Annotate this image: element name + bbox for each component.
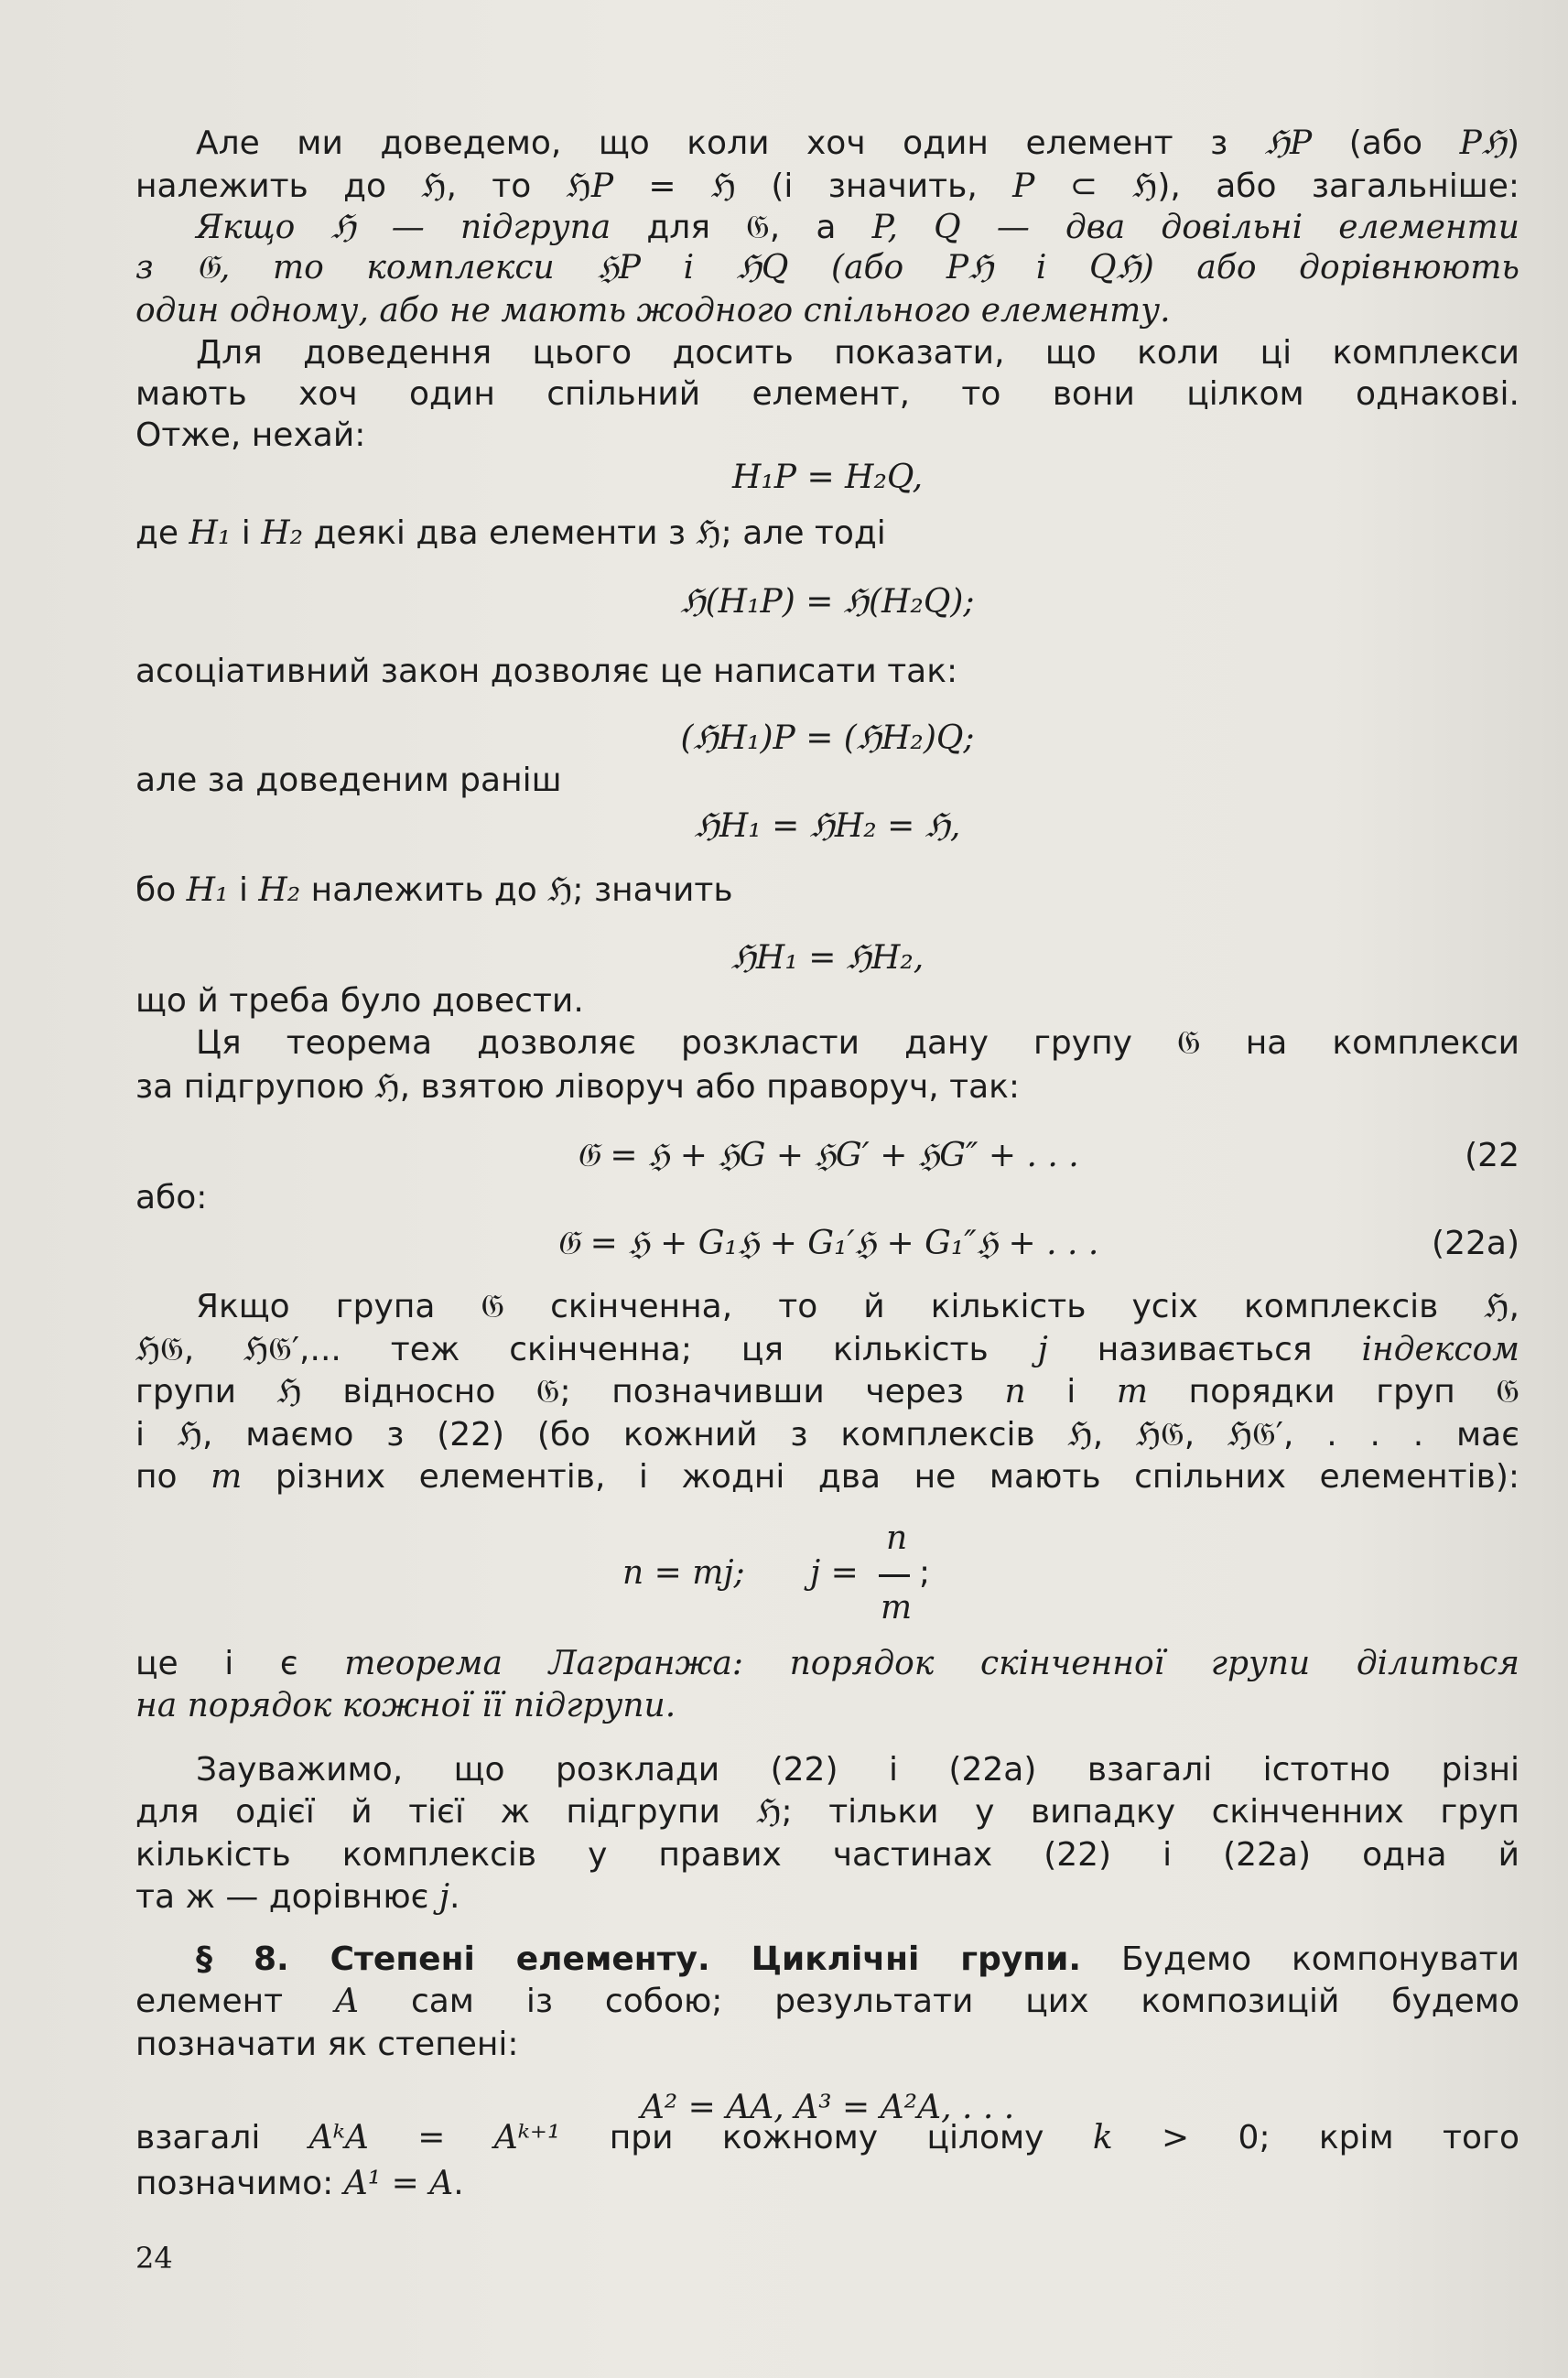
text-line	[135, 1413, 1519, 1457]
text-line	[135, 2116, 1519, 2160]
text-segment: = ℌ (і значить,	[613, 168, 1013, 205]
text-segment: та ж — дорівнює	[135, 1878, 439, 1916]
lagrange-formula	[0, 1519, 1384, 1629]
text-line	[135, 1938, 1519, 1982]
text-segment: (ℌH₁)P = (ℌH₂)Q;	[680, 719, 975, 757]
text-line	[135, 373, 1519, 416]
formula-line	[135, 805, 1519, 849]
text-segment: Ця теорема дозволяє розкласти дану групу 𝔊 на комплекси	[196, 1024, 1519, 1062]
equation-line	[135, 1134, 1519, 1178]
text-segment: мають хоч один спільний елемент, то вони цілком однакові.	[135, 375, 1519, 413]
fraction-bar	[879, 1574, 910, 1577]
text-segment: ℌH₁ = ℌH₂,	[730, 939, 925, 977]
text-line	[135, 1875, 1519, 1919]
text-line	[135, 1328, 1519, 1372]
text-segment: різних елементів, і жодні два не мають спільних елементів):	[242, 1458, 1519, 1496]
formula-j-equals: j =	[810, 1554, 859, 1592]
text-segment: бо	[135, 871, 187, 909]
text-segment: ℌ(H₁P) = ℌ(H₂Q);	[680, 583, 975, 621]
text-segment: A	[335, 1983, 360, 2020]
text-segment: при кожному цілому	[560, 2119, 1093, 2156]
text-segment: за підгрупою ℌ, взятою ліворуч або праворуч, так:	[135, 1068, 1021, 1106]
text-segment: один одному, або не мають жодного спільного елементу.	[135, 292, 1171, 330]
text-segment: j	[1037, 1331, 1048, 1368]
text-line	[135, 759, 1519, 803]
text-segment: належить до ℌ, то ℌ	[135, 168, 591, 205]
text-line	[135, 1176, 1519, 1220]
text-line	[135, 1370, 1519, 1414]
text-segment: .	[449, 1878, 460, 1916]
text-segment: P	[590, 168, 614, 205]
text-segment: індексом	[1361, 1331, 1519, 1368]
text-line	[135, 414, 1519, 458]
text-line	[135, 331, 1519, 375]
text-line	[135, 1790, 1519, 1834]
text-segment: > 0; крім того	[1112, 2119, 1519, 2156]
text-segment: деякі два елементи з ℌ; але тоді	[303, 514, 886, 552]
text-segment: k	[1092, 2119, 1113, 2156]
text-line	[135, 246, 1519, 290]
text-segment: належить до ℌ; значить	[300, 871, 733, 909]
text-segment: для 𝔊, а	[611, 209, 872, 246]
text-segment: H₁	[186, 871, 229, 909]
text-line	[135, 1684, 1519, 1728]
text-segment: що й треба було довести.	[135, 982, 584, 1020]
text-line	[135, 122, 1519, 166]
text-segment: Якщо група 𝔊 скінченна, то й кількість усіх комплексів ℌ,	[196, 1288, 1519, 1325]
text-segment: P, Q — два довільні елементи	[871, 209, 1519, 246]
formula-line	[135, 456, 1519, 500]
text-segment: .	[453, 2165, 464, 2202]
formula-line	[135, 936, 1519, 980]
text-segment: групи ℌ відносно 𝔊; позначивши через	[135, 1373, 1005, 1411]
text-segment: для одієї й тієї ж підгрупи ℌ; тільки у випадку скінченних груп	[135, 1793, 1519, 1831]
text-segment: Але ми доведемо, що коли хоч один елемент з	[196, 124, 1265, 162]
equation-line	[135, 1222, 1519, 1266]
text-segment: (або	[1312, 124, 1460, 162]
text-segment: H₂	[258, 871, 301, 909]
text-line	[135, 512, 1519, 556]
text-segment: Отже, нехай:	[135, 416, 366, 454]
text-segment: називається	[1047, 1331, 1362, 1368]
text-segment: і	[228, 871, 259, 909]
text-segment: 𝔊 = ℌ + G₁ℌ + G₁′ℌ + G₁″ℌ + . . .	[556, 1225, 1099, 1262]
text-segment: Зауважимо, що розклади (22) і (22a) взагалі істотно різні	[196, 1751, 1519, 1789]
fraction-numerator: n	[886, 1519, 908, 1557]
page-number: 24	[135, 2241, 173, 2275]
formula-line	[135, 717, 1519, 761]
text-segment: асоціативний закон дозволяє це написати так:	[135, 653, 958, 690]
text-segment: m	[211, 1458, 243, 1496]
equation-number: (22	[1465, 1137, 1519, 1174]
text-segment: елемент	[135, 1983, 336, 2020]
text-line	[135, 206, 1519, 250]
text-line	[135, 979, 1519, 1023]
text-line	[135, 1455, 1519, 1499]
text-line	[135, 2023, 1519, 2067]
formula-semicolon: ;	[919, 1554, 931, 1592]
formula-line	[135, 580, 1519, 624]
text-segment: порядки груп 𝔊	[1147, 1373, 1519, 1411]
text-segment: і	[231, 514, 262, 552]
text-segment: n	[1004, 1373, 1026, 1411]
text-segment: ⊂ ℌ), або загальніше:	[1034, 168, 1519, 205]
text-segment: або:	[135, 1179, 208, 1216]
text-segment: A² = AA, A³ = A²A, . . .	[640, 2089, 1015, 2126]
text-segment: m	[1116, 1373, 1148, 1411]
text-segment: ℌP	[1264, 124, 1313, 162]
text-segment: Якщо ℌ — підгрупа	[196, 209, 611, 246]
formula-n-equals-mj: n = mj;	[622, 1554, 745, 1592]
text-segment: на порядок кожної її підгрупи.	[135, 1687, 676, 1724]
text-segment: A¹ = A	[343, 2165, 454, 2202]
text-segment: j	[438, 1878, 449, 1916]
text-segment: і	[1025, 1373, 1117, 1411]
text-segment: )	[1506, 124, 1519, 162]
text-line	[135, 2162, 1519, 2206]
text-line	[135, 869, 1519, 913]
text-segment: H₂	[261, 514, 304, 552]
text-line	[135, 1748, 1519, 1792]
text-segment: сам із собою; результати цих композицій будемо	[359, 1983, 1519, 2020]
text-line	[135, 1285, 1519, 1329]
text-segment: кількість комплексів у правих частинах (22) і (22a) одна й	[135, 1836, 1519, 1874]
text-segment: AᵏA = Aᵏ⁺¹	[308, 2119, 561, 2156]
text-segment: H₁P = H₂Q,	[731, 459, 924, 496]
text-line	[135, 1021, 1519, 1065]
text-segment: по	[135, 1458, 211, 1496]
text-segment: ℌH₁ = ℌH₂ = ℌ,	[694, 807, 961, 845]
text-line	[135, 1065, 1519, 1109]
text-segment: Будемо компонувати	[1081, 1940, 1519, 1978]
text-segment: і ℌ, маємо з (22) (бо кожний з комплексів ℌ, ℌ𝔊, ℌ𝔊′, . . . має	[135, 1416, 1519, 1454]
text-line	[135, 1833, 1519, 1877]
text-line	[135, 289, 1519, 333]
text-segment: позначати як степені:	[135, 2026, 519, 2063]
text-segment: H₁	[189, 514, 232, 552]
text-segment: 𝔊 = ℌ + ℌG + ℌG′ + ℌG″ + . . .	[576, 1137, 1079, 1174]
text-segment: позначимо:	[135, 2165, 344, 2202]
text-line	[135, 650, 1519, 694]
text-segment: але за доведеним раніш	[135, 762, 562, 799]
text-segment: теорема Лагранжа: порядок скінченної групи ділиться	[344, 1645, 1519, 1682]
fraction-denominator: m	[881, 1589, 913, 1627]
text-segment: § 8. Степені елементу. Циклічні групи.	[196, 1940, 1082, 1978]
text-line	[135, 1980, 1519, 2024]
text-segment: це і є	[135, 1645, 345, 1682]
text-segment: з 𝔊, то комплекси ℌP і ℌQ (або Pℌ і Qℌ) або дорівнюють	[135, 249, 1519, 286]
text-segment: де	[135, 514, 189, 552]
text-segment: взагалі	[135, 2119, 309, 2156]
text-segment: ℌ𝔊, ℌ𝔊′,... теж скінченна; ця кількість	[135, 1331, 1038, 1368]
text-segment: P	[1012, 168, 1035, 205]
text-segment: Pℌ	[1459, 124, 1507, 162]
text-line	[135, 1642, 1519, 1686]
equation-number: (22a)	[1432, 1225, 1519, 1262]
text-line	[135, 165, 1519, 209]
text-segment: Для доведення цього досить показати, що коли ці комплекси	[196, 334, 1519, 372]
